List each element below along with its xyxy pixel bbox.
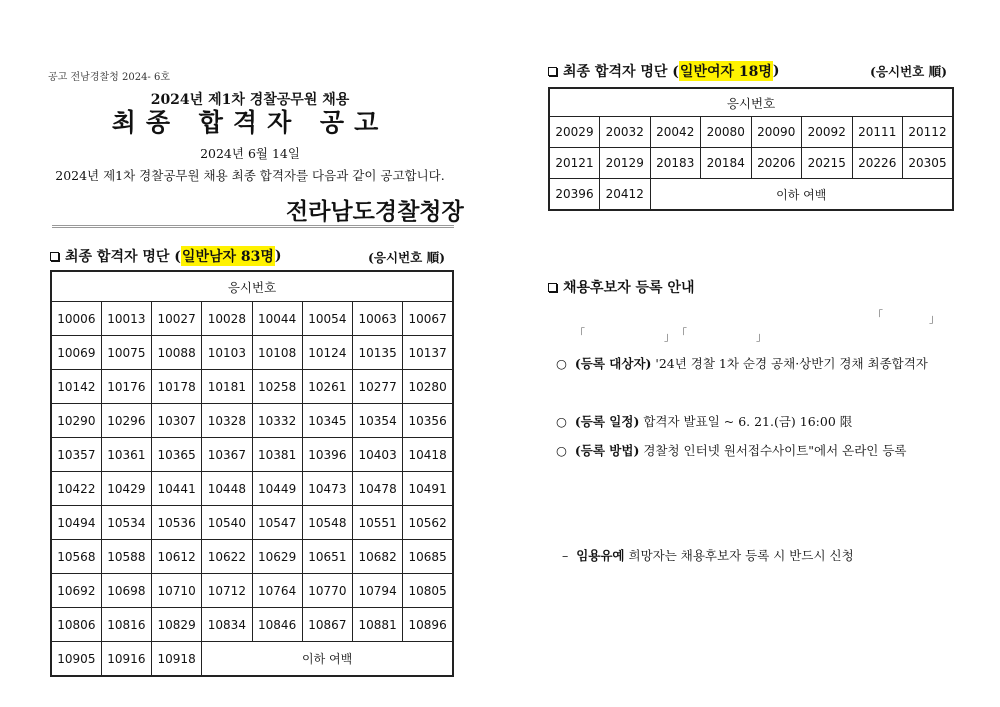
female-heading-highlight: 일반여자 18명 (679, 61, 773, 81)
table-row (51, 370, 453, 404)
table-cell: 10916 (101, 642, 151, 677)
table-row (51, 506, 453, 540)
table-row (549, 148, 953, 179)
table-cell: 10307 (152, 404, 202, 438)
table-cell: 10536 (152, 506, 202, 540)
blank-note-cell: 이하 여백 (202, 642, 453, 677)
female-heading-prefix: 최종 합격자 명단 ( (563, 64, 679, 80)
table-cell: 10622 (202, 540, 252, 574)
table-cell: 10075 (101, 336, 151, 370)
table-cell: 10381 (252, 438, 302, 472)
table-cell: 10396 (302, 438, 352, 472)
table-cell: 10418 (403, 438, 453, 472)
table-cell: 10829 (152, 608, 202, 642)
table-row (51, 404, 453, 438)
table-cell: 10422 (51, 472, 101, 506)
table-cell: 10332 (252, 404, 302, 438)
table-cell: 20183 (650, 148, 701, 179)
table-row (549, 117, 953, 148)
table-cell: 10682 (353, 540, 403, 574)
table-cell: 10063 (353, 302, 403, 336)
header-divider (52, 225, 454, 228)
table-cell: 10562 (403, 506, 453, 540)
table-cell: 20121 (549, 148, 600, 179)
table-cell: 10794 (353, 574, 403, 608)
table-cell: 10013 (101, 302, 151, 336)
registration-heading (548, 277, 694, 297)
bracket-open-corner-icon: 「 (676, 327, 687, 340)
table-row (51, 574, 453, 608)
registration-item-text: 합격자 발표일 ~ 6. 21.(금) 16:00 限 (643, 414, 853, 429)
female-table-header: 응시번호 (549, 88, 953, 117)
table-cell: 10354 (353, 404, 403, 438)
table-cell: 10429 (101, 472, 151, 506)
table-cell: 20112 (903, 117, 954, 148)
table-cell: 20080 (701, 117, 752, 148)
table-cell: 10491 (403, 472, 453, 506)
table-cell: 10361 (101, 438, 151, 472)
table-cell: 10918 (152, 642, 202, 677)
table-cell: 10124 (302, 336, 352, 370)
male-table-header: 응시번호 (51, 271, 453, 302)
registration-item-schedule (556, 412, 852, 430)
female-passers-table (548, 87, 954, 211)
male-heading-highlight: 일반남자 83명 (181, 246, 275, 266)
checkbox-square-icon (50, 252, 59, 261)
table-row (51, 540, 453, 574)
table-cell: 10806 (51, 608, 101, 642)
table-cell: 10846 (252, 608, 302, 642)
table-cell: 10280 (403, 370, 453, 404)
table-cell: 10365 (152, 438, 202, 472)
deferment-note (562, 546, 854, 564)
male-section-heading (50, 246, 282, 266)
table-cell: 10367 (202, 438, 252, 472)
table-cell: 10651 (302, 540, 352, 574)
checkbox-square-icon (548, 67, 557, 76)
table-cell: 10710 (152, 574, 202, 608)
table-cell: 10712 (202, 574, 252, 608)
table-cell: 20111 (852, 117, 903, 148)
male-order-note: (응시번호 順) (368, 250, 445, 265)
issuer-name: 전라남도경찰청장 (286, 198, 464, 225)
bracket-open-corner-icon: 「 (872, 309, 883, 322)
table-cell: 10261 (302, 370, 352, 404)
table-cell: 10478 (353, 472, 403, 506)
table-cell: 10449 (252, 472, 302, 506)
male-heading-prefix: 최종 합격자 명단 ( (65, 249, 181, 265)
table-cell: 10135 (353, 336, 403, 370)
notice-subtitle: 2024년 제1차 경찰공무원 채용 (150, 92, 350, 108)
table-cell: 10448 (202, 472, 252, 506)
bullet-circle-icon: ○ (556, 356, 567, 371)
table-row (51, 608, 453, 642)
table-cell: 10028 (202, 302, 252, 336)
table-cell: 10357 (51, 438, 101, 472)
table-row (51, 302, 453, 336)
table-cell: 20184 (701, 148, 752, 179)
table-cell: 10881 (353, 608, 403, 642)
table-cell: 10178 (152, 370, 202, 404)
table-cell: 10067 (403, 302, 453, 336)
registration-item-method (556, 441, 907, 459)
table-cell: 10494 (51, 506, 101, 540)
dash-icon: – (562, 548, 569, 563)
male-heading-suffix: ) (274, 248, 282, 264)
bracket-close-corner-icon: 」 (929, 312, 940, 325)
table-cell: 10805 (403, 574, 453, 608)
table-cell: 20029 (549, 117, 600, 148)
bracket-close-corner-icon: 」 (756, 330, 767, 343)
table-cell: 20032 (600, 117, 651, 148)
bracket-open-corner-icon: 「 (574, 327, 585, 340)
registration-item-label: (등록 대상자) (574, 356, 652, 371)
notice-title: 최종 합격자 공고 (111, 108, 389, 137)
table-cell: 10612 (152, 540, 202, 574)
table-cell: 10290 (51, 404, 101, 438)
table-cell: 10896 (403, 608, 453, 642)
table-cell: 10108 (252, 336, 302, 370)
female-section-heading (548, 61, 780, 81)
table-cell: 10867 (302, 608, 352, 642)
table-cell: 10764 (252, 574, 302, 608)
table-cell: 20042 (650, 117, 701, 148)
table-cell: 10345 (302, 404, 352, 438)
table-cell: 10770 (302, 574, 352, 608)
table-cell: 20092 (802, 117, 853, 148)
document-number: 공고 전남경찰청 2024- 6호 (48, 72, 171, 83)
table-cell: 10698 (101, 574, 151, 608)
table-cell: 10568 (51, 540, 101, 574)
table-row (51, 642, 453, 677)
table-row (51, 472, 453, 506)
female-heading-suffix: ) (772, 63, 780, 79)
table-cell: 10685 (403, 540, 453, 574)
table-cell: 10629 (252, 540, 302, 574)
table-cell: 10551 (353, 506, 403, 540)
table-cell: 20396 (549, 179, 600, 211)
registration-item-label: (등록 방법) (574, 443, 640, 458)
table-cell: 10441 (152, 472, 202, 506)
table-cell: 10547 (252, 506, 302, 540)
blank-note-cell: 이하 여백 (650, 179, 953, 211)
table-cell: 10137 (403, 336, 453, 370)
table-cell: 10296 (101, 404, 151, 438)
table-cell: 20090 (751, 117, 802, 148)
table-cell: 10277 (353, 370, 403, 404)
table-row (51, 336, 453, 370)
table-cell: 10258 (252, 370, 302, 404)
table-cell: 20129 (600, 148, 651, 179)
table-row (549, 179, 953, 211)
table-cell: 10103 (202, 336, 252, 370)
table-cell: 10905 (51, 642, 101, 677)
table-cell: 10006 (51, 302, 101, 336)
deferment-label: 임용유예 (576, 548, 625, 563)
registration-item-text: 경찰청 인터넷 원서접수사이트"에서 온라인 등록 (643, 443, 907, 458)
notice-date: 2024년 6월 14일 (200, 146, 300, 161)
table-cell: 10176 (101, 370, 151, 404)
table-cell: 20226 (852, 148, 903, 179)
table-cell: 10692 (51, 574, 101, 608)
table-cell: 10142 (51, 370, 101, 404)
table-cell: 10403 (353, 438, 403, 472)
table-cell: 10044 (252, 302, 302, 336)
registration-item-target (556, 354, 928, 372)
table-cell: 10356 (403, 404, 453, 438)
table-cell: 10473 (302, 472, 352, 506)
table-cell: 20412 (600, 179, 651, 211)
table-cell: 20206 (751, 148, 802, 179)
registration-item-label: (등록 일정) (574, 414, 640, 429)
table-cell: 10328 (202, 404, 252, 438)
table-cell: 20215 (802, 148, 853, 179)
registration-item-text: '24년 경찰 1차 순경 공채·상반기 경채 최종합격자 (655, 356, 928, 371)
male-passers-table (50, 270, 454, 677)
notice-body: 2024년 제1차 경찰공무원 채용 최종 합격자를 다음과 같이 공고합니다. (55, 168, 445, 183)
table-cell: 10088 (152, 336, 202, 370)
registration-title: 채용후보자 등록 안내 (563, 280, 695, 296)
table-cell: 10181 (202, 370, 252, 404)
female-order-note: (응시번호 順) (870, 64, 947, 79)
table-cell: 10027 (152, 302, 202, 336)
table-cell: 10548 (302, 506, 352, 540)
table-cell: 10834 (202, 608, 252, 642)
table-cell: 10588 (101, 540, 151, 574)
table-cell: 10816 (101, 608, 151, 642)
table-cell: 20305 (903, 148, 954, 179)
table-cell: 10054 (302, 302, 352, 336)
table-cell: 10540 (202, 506, 252, 540)
table-cell: 10069 (51, 336, 101, 370)
bullet-circle-icon: ○ (556, 443, 567, 458)
deferment-text: 희망자는 채용후보자 등록 시 반드시 신청 (628, 548, 854, 563)
bracket-close-corner-icon: 」 (664, 330, 675, 343)
table-row (51, 438, 453, 472)
table-cell: 10534 (101, 506, 151, 540)
checkbox-square-icon (548, 283, 557, 292)
bullet-circle-icon: ○ (556, 414, 567, 429)
